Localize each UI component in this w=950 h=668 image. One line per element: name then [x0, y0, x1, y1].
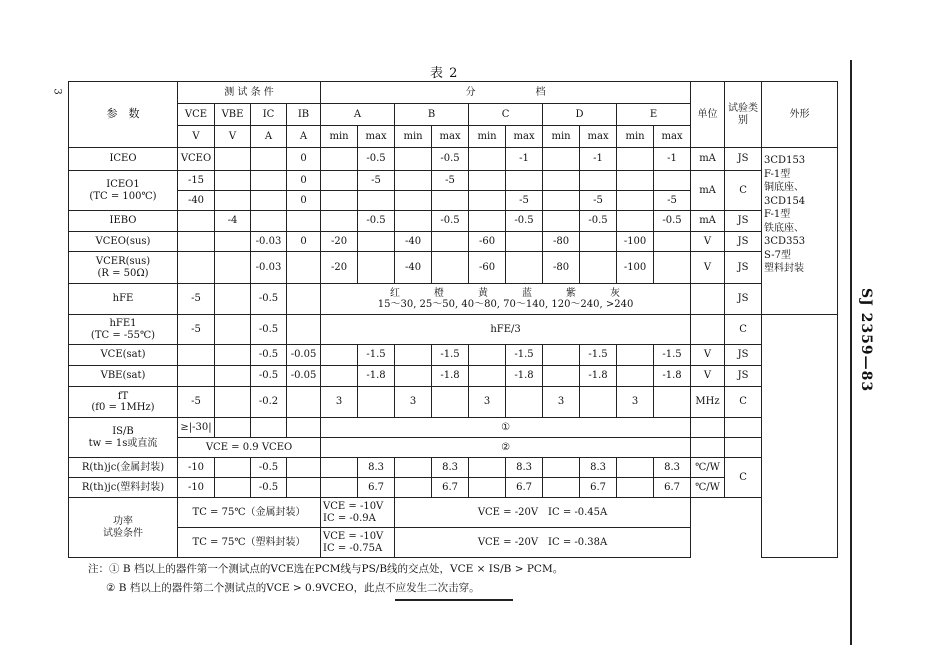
param-vbesat: VBE(sat) — [69, 366, 178, 387]
cell: -1.8 — [358, 366, 395, 387]
cell: 6.7 — [654, 478, 691, 498]
grade-a-header: A — [321, 104, 395, 126]
cell: -1.5 — [432, 345, 469, 366]
cell: 6.7 — [358, 478, 395, 498]
min-label: min — [321, 126, 358, 148]
max-label: max — [506, 126, 543, 148]
cell: -100 — [617, 232, 654, 252]
cell: -5 — [432, 171, 469, 191]
cell: TC = 75℃（塑料封装） — [178, 528, 321, 558]
category-cell: JS — [725, 232, 762, 252]
cell: 0 — [287, 232, 321, 252]
cell: 8.3 — [358, 458, 395, 478]
table-row-rth-plastic — [69, 478, 838, 498]
cell: -80 — [543, 252, 580, 284]
cell: -20 — [321, 232, 358, 252]
cell: 8.3 — [654, 458, 691, 478]
footnotes — [88, 560, 563, 598]
param-vceo: VCEO(sus) — [69, 232, 178, 252]
grade-b-header: B — [395, 104, 469, 126]
unit-vce: V — [178, 126, 215, 148]
cell: 3 — [617, 387, 654, 418]
cell: 0 — [287, 191, 321, 211]
table-row-iebo — [69, 211, 838, 232]
table-row-rth-metal — [69, 458, 838, 478]
table-row-isb-b — [69, 438, 838, 458]
category-cell: JS — [725, 211, 762, 232]
hfe1-value-cell: hFE/3 — [321, 315, 691, 345]
grade-e-header: E — [617, 104, 691, 126]
cell: -0.05 — [287, 345, 321, 366]
cell: TC = 75℃（金属封装） — [178, 498, 321, 528]
footnote-1: 注：① B 档以上的器件第一个测试点的VCE选在PCM线与PS/B线的交点处，VCE × IS/B > PCM。 — [88, 563, 564, 575]
category-cell: JS — [725, 284, 762, 315]
table-row-hfe1 — [69, 315, 838, 345]
cell: -5 — [580, 191, 617, 211]
note-ref-2: ② — [321, 438, 691, 458]
cell: 8.3 — [432, 458, 469, 478]
cell: -100 — [617, 252, 654, 284]
grade-c-header: C — [469, 104, 543, 126]
cell: -0.5 — [251, 345, 287, 366]
cell: -40 — [395, 232, 432, 252]
cell: -80 — [543, 232, 580, 252]
min-label: min — [469, 126, 506, 148]
cell: -40 — [178, 191, 215, 211]
grades-header: 分 档 — [321, 82, 691, 104]
category-cell: JS — [725, 148, 762, 171]
unit-cell: V — [691, 252, 725, 284]
shape-header: 外形 — [762, 82, 838, 148]
param-vcesat: VCE(sat) — [69, 345, 178, 366]
cell: -0.5 — [251, 315, 287, 345]
max-label: max — [358, 126, 395, 148]
note-ref-1: ① — [321, 418, 691, 438]
unit-cell: V — [691, 366, 725, 387]
param-vcer: VCER(sus) (R = 50Ω) — [69, 252, 178, 284]
cond-col-ic: IC — [251, 104, 287, 126]
cell: 3 — [395, 387, 432, 418]
category-cell: C — [725, 387, 762, 418]
cell: 3 — [469, 387, 506, 418]
category-cell: JS — [725, 252, 762, 284]
cell: 3 — [543, 387, 580, 418]
cell: -0.05 — [287, 366, 321, 387]
cell: -60 — [469, 252, 506, 284]
category-cell: C — [725, 458, 762, 498]
cell: ≥|-30| — [178, 418, 215, 438]
category-cell: JS — [725, 345, 762, 366]
cell: -1.8 — [506, 366, 543, 387]
unit-ic: A — [251, 126, 287, 148]
cell: 8.3 — [506, 458, 543, 478]
standard-code: SJ 2359—83 — [858, 288, 874, 393]
unit-cell: V — [691, 345, 725, 366]
cell: -1 — [580, 148, 617, 171]
cond-col-vbe: VBE — [215, 104, 251, 126]
max-label: max — [580, 126, 617, 148]
footnote-underline — [395, 599, 513, 601]
cell: -10 — [178, 458, 215, 478]
cond-col-vce: VCE — [178, 104, 215, 126]
cell: -0.5 — [251, 478, 287, 498]
category-cell: JS — [725, 366, 762, 387]
unit-cell: V — [691, 232, 725, 252]
table-title: 表 2 — [430, 66, 459, 81]
cell: -15 — [178, 171, 215, 191]
cell: -1.5 — [580, 345, 617, 366]
cell: -1 — [506, 148, 543, 171]
param-hfe1: hFE1 (TC = -55℃) — [69, 315, 178, 345]
unit-vbe: V — [215, 126, 251, 148]
max-label: max — [432, 126, 469, 148]
cell: -1.8 — [654, 366, 691, 387]
table-row-iceo — [69, 148, 838, 171]
param-isb: IS/B tw = 1s或直流 — [69, 418, 178, 458]
unit-cell: mA — [691, 211, 725, 232]
table-row-ft — [69, 387, 838, 418]
cell: 6.7 — [580, 478, 617, 498]
min-label: min — [617, 126, 654, 148]
table-row-hfe — [69, 284, 838, 315]
unit-cell: MHz — [691, 387, 725, 418]
cell: -5 — [506, 191, 543, 211]
table-row-vbesat — [69, 366, 838, 387]
cell: VCE = -10V IC = -0.9A — [321, 498, 395, 528]
cell: -0.5 — [506, 211, 543, 232]
cell: 8.3 — [580, 458, 617, 478]
table-row-power-plastic — [69, 528, 838, 558]
table-row-vcesat — [69, 345, 838, 366]
shape-cell: 3CD153 F-1型 铜底座、 3CD154 F-1型 铁底座、 3CD353 S-7型 塑料封装 — [762, 148, 838, 315]
cell: VCE = -20V IC = -0.45A — [395, 498, 691, 528]
cell: -5 — [654, 191, 691, 211]
grade-d-header: D — [543, 104, 617, 126]
cell: -1.8 — [432, 366, 469, 387]
footnote-2: ② B 档以上的器件第二个测试点的VCE > 0.9VCEO，此点不应发生二次击穿。 — [106, 582, 480, 594]
cell: -0.5 — [251, 458, 287, 478]
param-iceo1: ICEO1 (TC = 100℃) — [69, 171, 178, 211]
category-cell: C — [725, 171, 762, 211]
max-label: max — [654, 126, 691, 148]
param-iceo: ICEO — [69, 148, 178, 171]
cell: 3 — [321, 387, 358, 418]
cell: 0 — [287, 148, 321, 171]
cell: -0.5 — [358, 148, 395, 171]
shape-empty-cell — [762, 315, 838, 558]
cond-col-ib: IB — [287, 104, 321, 126]
table-row-isb-a — [69, 418, 838, 438]
cell: -1.5 — [506, 345, 543, 366]
cell: -0.03 — [251, 252, 287, 284]
cell: VCE = -20V IC = -0.38A — [395, 528, 691, 558]
unit-cell: mA — [691, 171, 725, 211]
param-iebo: IEBO — [69, 211, 178, 232]
cell: -10 — [178, 478, 215, 498]
param-rth-metal: R(th)jc(金属封装) — [69, 458, 178, 478]
hfe-grades-cell: 红 橙 黄 蓝 紫 灰 15～30, 25～50, 40～80, 70～140, 120～240, >240 — [321, 284, 691, 315]
param-header: 参 数 — [69, 82, 178, 148]
right-margin-rule — [850, 60, 852, 645]
page-number: 3 — [51, 88, 63, 95]
cell: -20 — [321, 252, 358, 284]
cell: -5 — [178, 315, 215, 345]
cell: -0.5 — [654, 211, 691, 232]
table-row-iceo1-a — [69, 171, 838, 191]
cell: -0.5 — [251, 284, 287, 315]
param-ft: fT (f0 = 1MHz) — [69, 387, 178, 418]
unit-cell: mA — [691, 148, 725, 171]
cell: -0.03 — [251, 232, 287, 252]
table-row-vcer — [69, 252, 838, 284]
param-hfe: hFE — [69, 284, 178, 315]
cell: -1.5 — [654, 345, 691, 366]
cell: -1.5 — [358, 345, 395, 366]
unit-ib: A — [287, 126, 321, 148]
cell: -0.5 — [358, 211, 395, 232]
cell: 0 — [287, 171, 321, 191]
unit-header: 单位 — [691, 82, 725, 148]
param-rth-plastic: R(th)jc(塑料封装) — [69, 478, 178, 498]
cell: VCE = -10V IC = -0.75A — [321, 528, 395, 558]
cell: -0.5 — [432, 148, 469, 171]
test-conditions-header: 测 试 条 件 — [178, 82, 321, 104]
cell: -1 — [654, 148, 691, 171]
category-cell: C — [725, 315, 762, 345]
min-label: min — [395, 126, 432, 148]
cell: -5 — [178, 387, 215, 418]
cell: VCE = 0.9 VCEO — [178, 438, 321, 458]
cell: -0.5 — [251, 366, 287, 387]
cell: -60 — [469, 232, 506, 252]
min-label: min — [543, 126, 580, 148]
cell: -40 — [395, 252, 432, 284]
param-power: 功率 试验条件 — [69, 498, 178, 558]
cell: -1.8 — [580, 366, 617, 387]
unit-cell: ℃/W — [691, 458, 725, 478]
cell: 6.7 — [506, 478, 543, 498]
parameter-table — [68, 81, 838, 558]
cell: VCEO — [178, 148, 215, 171]
cell: -0.5 — [580, 211, 617, 232]
cell: -4 — [215, 211, 251, 232]
cell: -0.2 — [251, 387, 287, 418]
cell: 6.7 — [432, 478, 469, 498]
table-row-power-metal — [69, 498, 838, 528]
cell: -0.5 — [432, 211, 469, 232]
table-row-vceo — [69, 232, 838, 252]
cell: -5 — [358, 171, 395, 191]
cell: -5 — [178, 284, 215, 315]
test-category-header: 试验类别 — [725, 82, 762, 148]
header-row-1 — [69, 82, 838, 104]
unit-cell: ℃/W — [691, 478, 725, 498]
